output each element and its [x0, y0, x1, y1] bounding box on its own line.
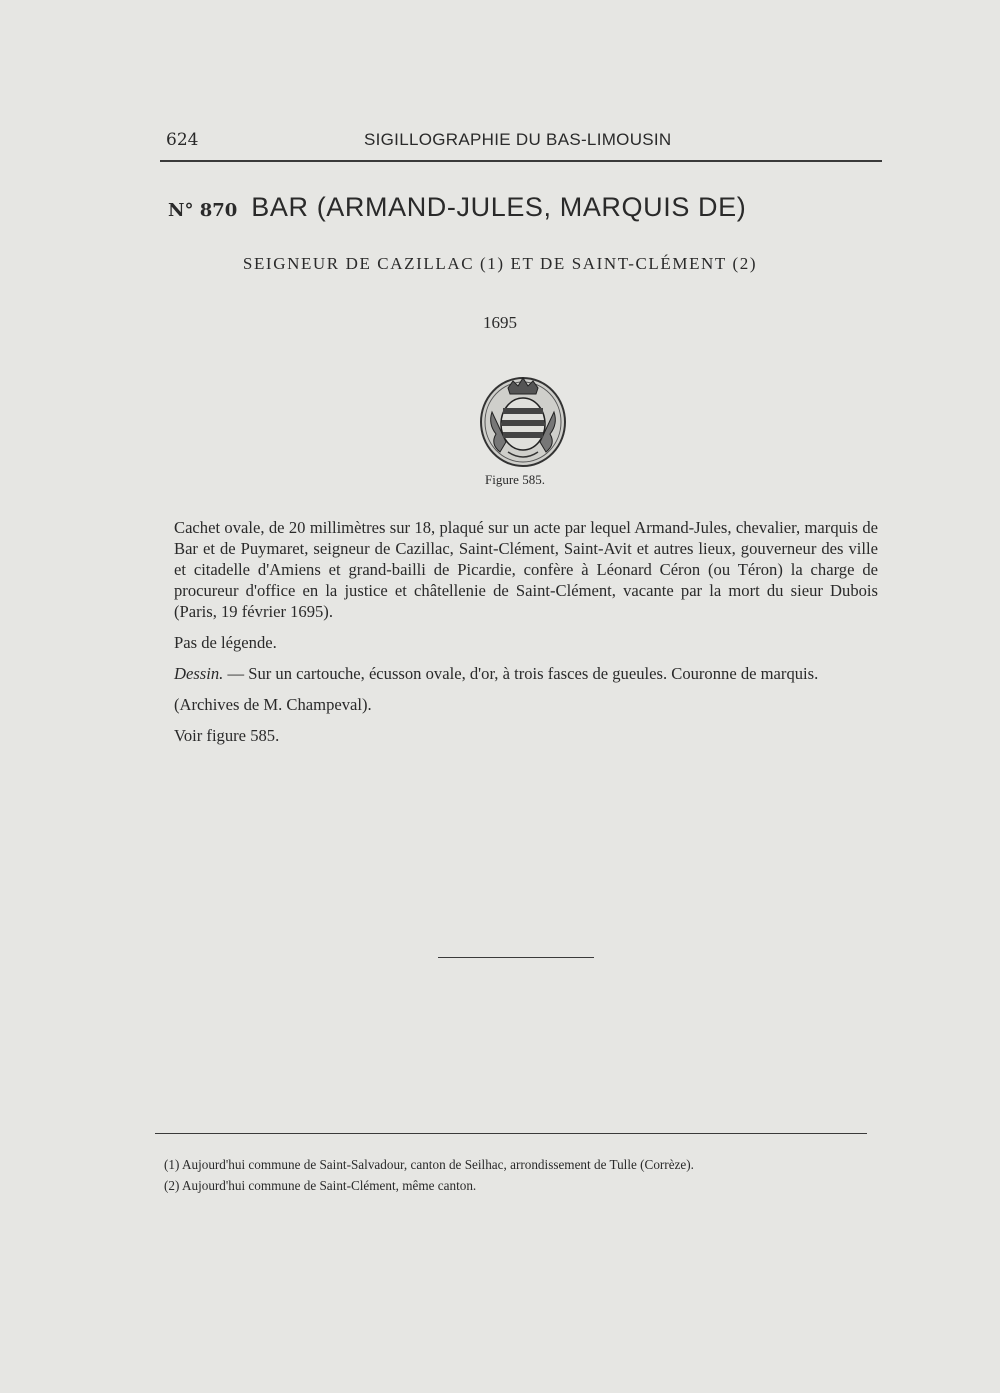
entry-number: N° 870 — [168, 200, 238, 221]
legend-paragraph: Pas de légende. — [174, 633, 277, 652]
page-number: 624 — [166, 130, 199, 150]
description-paragraph: Cachet ovale, de 20 millimètres sur 18, plaqué sur un acte par lequel Armand-Jules, chevalier, marquis de Bar et de Puymaret, seigneur de Cazillac, Saint-Clément, Saint-Avit et autres lieux, gouverneur des ville et citadelle d'Amiens et grand-bailli de Picardie, confère à Léonard Céron (ou Téron) la charge de procureur d'office en la justice et châtellenie de Saint-Clément, vacante par la mort du sieur Dubois (Paris, 19 février 1695). — [174, 518, 878, 621]
footnote-1: (1) Aujourd'hui commune de Saint-Salvadour, canton de Seilhac, arrondissement de Tulle (Corrèze). — [164, 1157, 694, 1172]
entry-year: 1695 — [483, 313, 517, 332]
footnote-2: (2) Aujourd'hui commune de Saint-Clément, même canton. — [164, 1178, 477, 1193]
drawing-text: — Sur un cartouche, écusson ovale, d'or, à trois fasces de gueules. Couronne de marquis. — [223, 664, 819, 683]
running-title: SIGILLOGRAPHIE DU BAS-LIMOUSIN — [364, 130, 672, 149]
entry-heading — [168, 192, 746, 223]
entry-name: BAR (ARMAND-JULES, MARQUIS DE) — [251, 192, 747, 222]
seal-illustration — [478, 372, 568, 468]
drawing-paragraph — [174, 663, 878, 684]
section-end-rule — [438, 957, 594, 958]
footnote-rule — [155, 1133, 867, 1134]
figure-caption: Figure 585. — [485, 472, 545, 487]
footnotes — [164, 1154, 874, 1196]
archives-paragraph: (Archives de M. Champeval). — [174, 695, 372, 714]
header-rule — [160, 160, 882, 162]
entry-body — [174, 517, 878, 756]
see-figure-paragraph: Voir figure 585. — [174, 726, 280, 745]
drawing-label: Dessin. — [174, 664, 224, 683]
entry-subtitle: SEIGNEUR DE CAZILLAC (1) ET DE SAINT-CLÉMENT (2) — [242, 254, 758, 273]
